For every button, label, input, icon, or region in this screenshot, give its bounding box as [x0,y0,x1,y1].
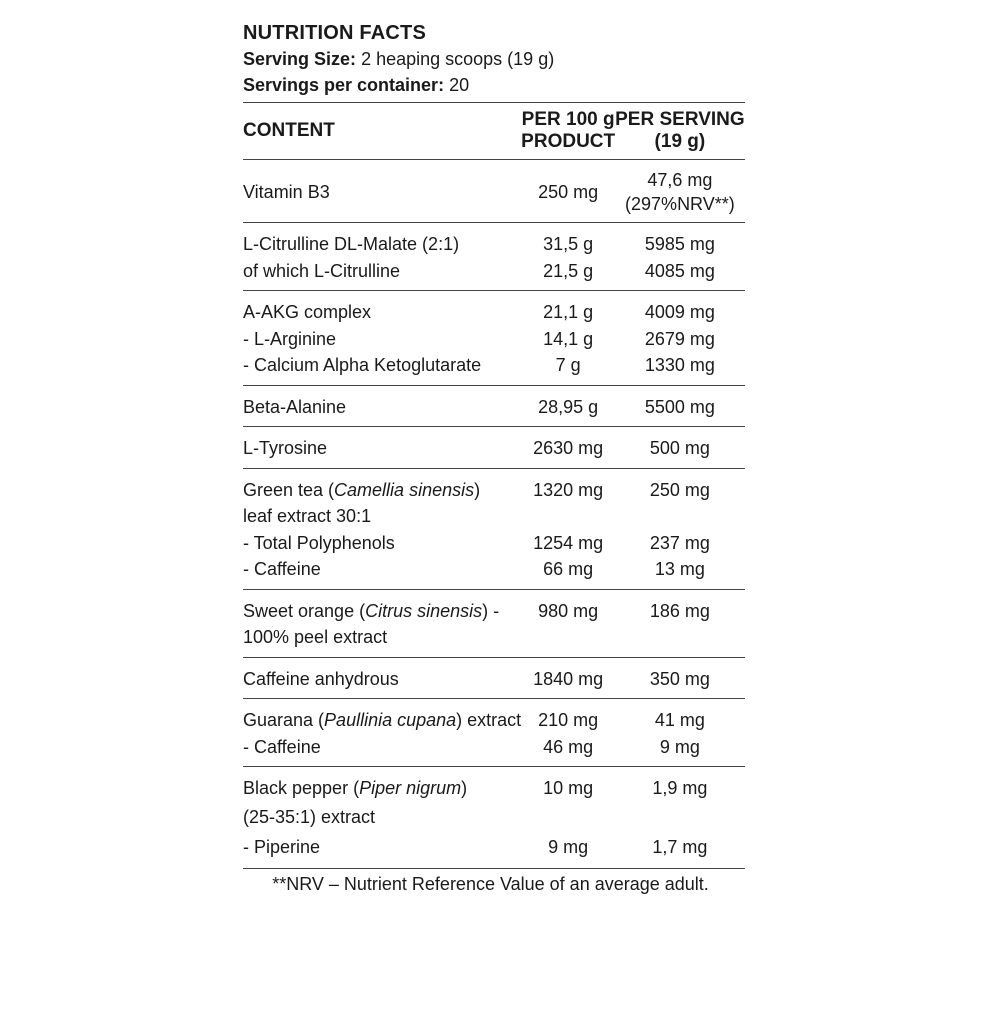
table-row [243,223,745,291]
per100-value: 28,95 g [538,396,599,417]
row-name [243,767,521,869]
ingredient-subname: - Caffeine [243,736,321,757]
column-header-per-100g [521,103,615,160]
servings-value: 20 [449,75,470,95]
table-row [243,427,745,469]
column-header-content: CONTENT [243,120,335,141]
per100-value: 14,1 g [543,328,594,349]
serving-value: 186 mg [649,600,710,621]
serving-value: 2679 mg [644,328,715,349]
row-per100 [521,223,615,291]
row-per100 [521,468,615,589]
table-row [243,468,745,589]
ingredient-name-part: ) [474,479,481,500]
row-serving [615,589,745,657]
serving-value: 4085 mg [644,260,715,281]
empty-cell [521,503,615,530]
row-name [243,589,521,657]
per100-value: 210 mg [538,710,599,730]
table-row [243,385,745,427]
ingredient-name: Beta-Alanine [243,396,347,417]
ingredient-name: L-Citrulline DL-Malate (2:1) [243,234,460,254]
ingredient-name [243,477,521,504]
servings-per-container [243,72,738,98]
ingredient-name: A-AKG complex [243,302,372,322]
serving-size [243,46,738,72]
per100-value: 21,1 g [543,302,594,322]
serving-value: 237 mg [649,532,710,553]
table-row [243,589,745,657]
per100-value: 9 mg [548,836,589,857]
per100-header-line1: PER 100 g [521,109,615,130]
row-serving [615,223,745,291]
serving-header-line1: PER SERVING [615,109,745,130]
ingredient-subname: 100% peel extract [243,627,388,647]
serving-value: 1330 mg [644,355,715,375]
ingredient-name [243,707,521,734]
serving-value: 1,9 mg [652,778,708,798]
row-serving [615,468,745,589]
serving-value: 13 mg [654,559,705,579]
per100-value: 250 mg [538,181,599,202]
nrv-value: (297%NRV**) [625,194,735,214]
serving-header-line2: (19 g) [654,131,706,152]
per100-value: 1320 mg [533,479,604,500]
latin-name: Piper nigrum [359,778,462,798]
table-header-row [243,103,745,160]
ingredient-subname: - Piperine [243,836,321,857]
ingredient-subname: - Calcium Alpha Ketoglutarate [243,355,482,375]
nutrition-table [243,102,745,869]
per100-value: 10 mg [543,778,594,798]
per100-value: 2630 mg [533,438,604,458]
per100-value: 21,5 g [543,260,594,281]
row-serving [615,160,745,223]
ingredient-name: Vitamin B3 [243,181,330,202]
row-serving [615,699,745,767]
row-per100 [521,589,615,657]
per100-value: 1254 mg [533,532,604,553]
row-name [243,657,521,699]
ingredient-name-part: Black pepper ( [243,778,360,798]
servings-label: Servings per container: [243,75,445,95]
latin-name: Camellia sinensis [334,479,475,500]
ingredient-name-part: Green tea ( [243,479,335,500]
row-name [243,699,521,767]
row-serving [615,427,745,469]
ingredient-name [243,598,521,625]
row-per100 [521,657,615,699]
ingredient-name: Caffeine anhydrous [243,668,399,689]
table-row [243,699,745,767]
per100-value: 46 mg [543,736,594,757]
row-name [243,291,521,386]
serving-value: 1,7 mg [652,836,708,857]
serving-size-value: 2 heaping scoops (19 g) [361,49,555,69]
ingredient-name-part: ) extract [456,710,522,730]
row-name [243,223,521,291]
nutrition-facts-panel [243,20,745,897]
per100-value: 66 mg [543,559,594,579]
empty-cell [521,802,615,832]
table-row [243,767,745,869]
table-row [243,657,745,699]
footnote-nrv: **NRV – Nutrient Reference Value of an average adult. [272,873,709,894]
row-name [243,468,521,589]
serving-value: 41 mg [654,710,705,730]
table-row [243,291,745,386]
per100-value: 31,5 g [543,234,594,254]
serving-value: 250 mg [649,479,710,500]
row-name [243,427,521,469]
serving-value: 350 mg [649,668,710,689]
serving-value: 9 mg [659,736,700,757]
ingredient-subname: (25-35:1) extract [243,806,376,827]
empty-cell [615,802,745,832]
per100-value: 7 g [555,355,581,375]
empty-cell [615,503,745,530]
latin-name: Citrus sinensis [365,600,483,621]
ingredient-name-part: ) [461,778,468,798]
serving-size-label: Serving Size: [243,49,357,69]
per100-value: 1840 mg [533,668,604,689]
ingredient-subname: - Caffeine [243,559,321,579]
serving-value: 47,6 mg [647,170,713,190]
ingredient-subname: - L-Arginine [243,328,337,349]
ingredient-name-part: Guarana ( [243,710,325,730]
ingredient-subname: leaf extract 30:1 [243,506,372,526]
page-title: NUTRITION FACTS [243,22,426,44]
row-per100 [521,291,615,386]
per100-header-line2: PRODUCT [521,131,616,152]
serving-value: 5500 mg [644,396,715,417]
per100-value: 980 mg [538,600,599,621]
ingredient-name-part: Sweet orange ( [243,600,366,621]
row-per100 [521,385,615,427]
latin-name: Paullinia cupana [324,710,457,730]
column-header-per-serving [615,103,745,160]
row-serving [615,767,745,869]
row-name [243,160,521,223]
row-per100 [521,427,615,469]
row-per100 [521,160,615,223]
row-serving [615,291,745,386]
row-serving [615,385,745,427]
table-row [243,160,745,223]
ingredient-subname: of which L-Citrulline [243,260,401,281]
serving-value: 4009 mg [644,302,715,322]
row-per100 [521,767,615,869]
serving-value: 5985 mg [644,234,715,254]
ingredient-subname: - Total Polyphenols [243,532,395,553]
row-per100 [521,699,615,767]
serving-value: 500 mg [649,438,710,458]
ingredient-name: L-Tyrosine [243,438,328,458]
ingredient-name-part: ) - [482,600,500,621]
ingredient-name [243,775,521,802]
row-name [243,385,521,427]
row-serving [615,657,745,699]
